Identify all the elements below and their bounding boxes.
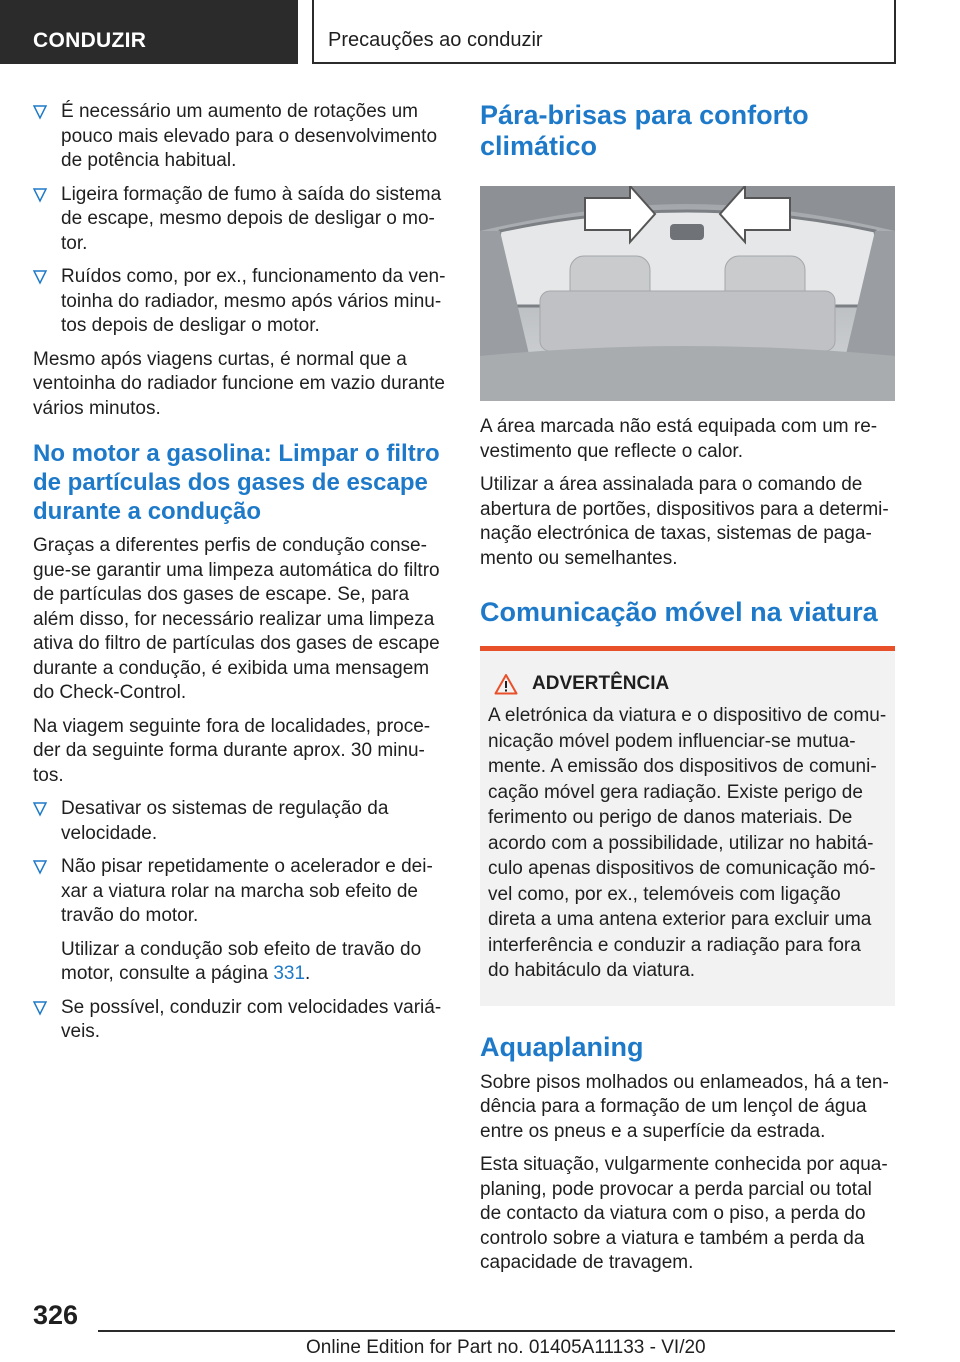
triangle-bullet-icon (33, 187, 47, 203)
paragraph: Mesmo após viagens curtas, é normal que a ventoinha do radiador funcione em vazio durante vários minutos. (33, 348, 445, 419)
paragraph: Esta situação, vulgarmente conhecida por aquaplaning, pode provocar a perda parcial ou total de contacto da viatura com o piso, a perda do controlo sobre a viatura e também a perda da capacidade de travagem. (480, 1154, 888, 1273)
list-item (33, 100, 448, 174)
bullet-text: Não pisar repetidamente o acelerador e deixar a viatura rolar na marcha sob efeito de travão do motor. (61, 856, 433, 926)
paragraph: Graças a diferentes perfis de condução consegue-se garantir uma limpeza automática do filtro de partículas dos gases de escape. Se, para além disso, for necessário realizar uma limpeza ativa do filtro de partículas dos gases de escape durante a condução, é exibida uma mensagem do Check-Control. (33, 535, 440, 703)
paragraph: Utilizar a área assinalada para o comando de abertura de portões, dispositivos para a determinação electrónica de taxas, sistemas de pagamento ou semelhantes. (480, 474, 889, 569)
bullet-text: É necessário um aumento de rotações um pouco mais elevado para o desenvolvimento de potência habitual. (61, 101, 438, 171)
bullet-text: Ligeira formação de fumo à saída do sistema de escape, mesmo depois de desligar o motor. (61, 183, 442, 254)
triangle-bullet-icon (33, 104, 47, 120)
car-interior-illustration (480, 186, 895, 401)
triangle-bullet-icon (33, 1000, 47, 1016)
list-item (33, 265, 448, 339)
windshield-photo (480, 186, 895, 401)
warning-triangle-icon (494, 673, 518, 695)
warning-content (480, 651, 895, 1006)
bullet-subtext (61, 938, 448, 987)
section-tab (0, 0, 298, 64)
list-item (33, 183, 448, 257)
section-heading: No motor a gasolina: Limpar o filtro de partículas dos gases de escape durante a condução (33, 440, 440, 525)
page-link[interactable]: 331 (273, 963, 306, 984)
paragraph: Na viagem seguinte fora de localidades, proceder da seguinte forma durante aprox. 30 minutos. (33, 715, 431, 786)
warning-box (480, 646, 895, 1006)
warning-title: ADVERTÊNCIA (532, 673, 670, 694)
bullet-text: Desativar os sistemas de regulação da velocidade. (61, 798, 389, 844)
footer-edition: Online Edition for Part no. 01405A11133 - VI/20 (306, 1337, 706, 1358)
triangle-bullet-icon (33, 269, 47, 285)
right-column (480, 100, 895, 1285)
section-heading: Comunicação móvel na viatura (480, 597, 878, 627)
bullet-text: Se possível, conduzir com velocidades variáveis. (61, 996, 442, 1042)
topic-title: Precauções ao conduzir (328, 29, 543, 51)
subtext: Utilizar a condução sob efeito de travão do motor, consulte a página (61, 938, 422, 984)
left-column (33, 100, 448, 1054)
paragraph: Sobre pisos molhados ou enlameados, há a tendência para a formação de um lençol de água entre os pneus e a superfície da estrada. (480, 1071, 889, 1142)
triangle-bullet-icon (33, 859, 47, 875)
triangle-bullet-icon (33, 801, 47, 817)
warning-header (488, 673, 887, 695)
topic-tab (312, 0, 896, 64)
paragraph: A área marcada não está equipada com um revestimento que reflecte o calor. (480, 416, 878, 462)
section-heading: Pára-brisas para conforto climático (480, 100, 809, 161)
list-item (33, 996, 448, 1045)
bullet-text: Ruídos como, por ex., funcionamento da ventoinha do radiador, mesmo após vários minutos depois de desligar o motor. (61, 266, 446, 336)
section-heading: Aquaplaning (480, 1031, 644, 1062)
list-item (33, 855, 448, 987)
subtext-end: . (305, 963, 311, 984)
warning-text: A eletrónica da viatura e o dispositivo de comunicação móvel podem influenciar-se mutuamente. A emissão dos dispositivos de comunicação móvel gera radiação. Existe perigo de ferimento ou perigo de danos materiais. De acordo com a possibilidade, utilizar no habitáculo apenas dispositivos de comunicação móvel como, por ex., telemóveis com ligação direta a uma antena exterior para excluir uma interferência e conduzir a radiação para fora do habitáculo da viatura. (488, 705, 887, 981)
footer-divider (98, 1330, 895, 1332)
list-item (33, 797, 448, 846)
section-title: CONDUZIR (33, 29, 147, 52)
page-number: 326 (33, 1300, 79, 1330)
